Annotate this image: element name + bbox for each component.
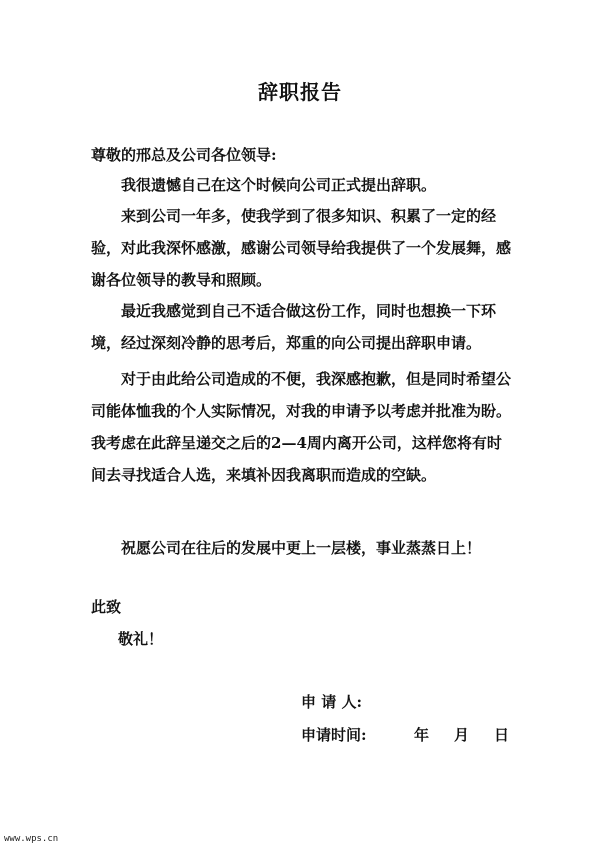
regards-phrase: 敬礼！ [118,630,164,648]
date-month-label: 月 [454,726,470,744]
paragraph-4: 对于由此给公司造成的不便，我深感抱歉，但是同时希望公司能体恤我的个人实际情况，对我的申请予以考虑并批准为盼。我考虑在此辞呈递交之后的2—4周内离开公司，这样您将有时间去寻找适合人选，来填补因我离职而造成的空缺。 [91,370,512,484]
date-year-label: 年 [414,726,430,744]
closing-phrase: 此致 [91,598,122,616]
paragraph-5: 祝愿公司在往后的发展中更上一层楼，事业蒸蒸日上！ [121,539,482,557]
watermark: www.wps.cn [4,834,59,844]
document-title: 辞职报告 [258,80,342,104]
paragraph-1: 我很遗憾自己在这个时候向公司正式提出辞职。 [121,176,437,194]
date-label: 申请时间: [301,726,367,744]
paragraph-3: 最近我感觉到自己不适合做这份工作，同时也想换一下环境，经过深刻冷静的思考后，郑重的向公司提出辞职申请。 [91,302,497,352]
salutation: 尊敬的邢总及公司各位领导: [91,146,277,164]
applicant-label: 申 请 人: [301,693,362,711]
date-day-label: 日 [494,726,510,744]
paragraph-2: 来到公司一年多，使我学到了很多知识、积累了一定的经验，对此我深怀感激，感谢公司领导给我提供了一个发展舞，感谢各位领导的教导和照顾。 [91,207,512,289]
